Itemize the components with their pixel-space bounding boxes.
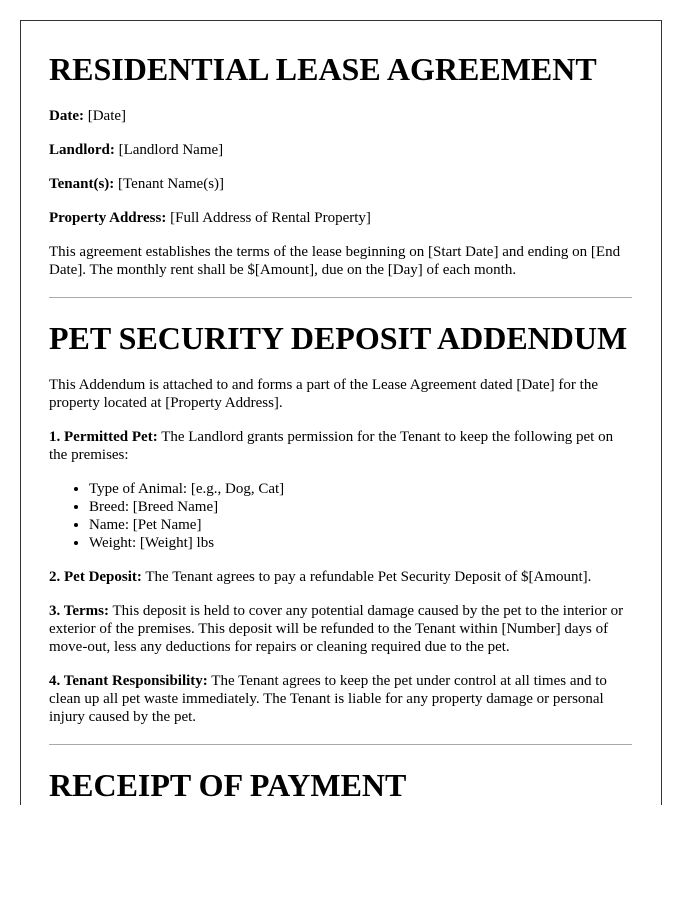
field-date: Date: [Date]	[49, 108, 127, 124]
section-permitted-pet: 1. Permitted Pet: The Landlord grants permission for the Tenant to keep the following pet on the premises:	[49, 429, 614, 463]
addendum-title: PET SECURITY DEPOSIT ADDENDUM	[49, 320, 628, 356]
pet-details-list	[49, 480, 632, 552]
section-terms: 3. Terms: This deposit is held to cover any potential damage caused by the pet to the interior or exterior of the premises. This deposit will be refunded to the Tenant within [Number] days of move-out, less any deductions for repairs or cleaning required due to the pet.	[49, 603, 624, 655]
list-item: • Name: [Pet Name]	[89, 516, 632, 534]
divider	[49, 744, 632, 745]
field-property-address: Property Address: [Full Address of Rental Property]	[49, 210, 371, 226]
list-item: • Type of Animal: [e.g., Dog, Cat]	[89, 480, 632, 498]
field-landlord: Landlord: [Landlord Name]	[49, 142, 224, 158]
list-item: • Weight: [Weight] lbs	[89, 534, 632, 552]
list-item: • Breed: [Breed Name]	[89, 498, 632, 516]
field-tenants: Tenant(s): [Tenant Name(s)]	[49, 176, 225, 192]
section-pet-deposit: 2. Pet Deposit: The Tenant agrees to pay a refundable Pet Security Deposit of $[Amount].	[49, 569, 592, 585]
section-tenant-responsibility: 4. Tenant Responsibility: The Tenant agrees to keep the pet under control at all times and to clean up all pet waste immediately. The Tenant is liable for any property damage or personal injury caused by the pet.	[49, 673, 607, 725]
document-page	[20, 20, 662, 805]
lease-title: RESIDENTIAL LEASE AGREEMENT	[49, 51, 597, 87]
divider	[49, 297, 632, 298]
addendum-intro: This Addendum is attached to and forms a part of the Lease Agreement dated [Date] for the property located at [Property Address].	[49, 377, 598, 411]
lease-body: This agreement establishes the terms of the lease beginning on [Start Date] and ending on [End Date]. The monthly rent shall be $[Amount], due on the [Day] of each month.	[49, 244, 621, 278]
receipt-title: RECEIPT OF PAYMENT	[49, 767, 407, 803]
